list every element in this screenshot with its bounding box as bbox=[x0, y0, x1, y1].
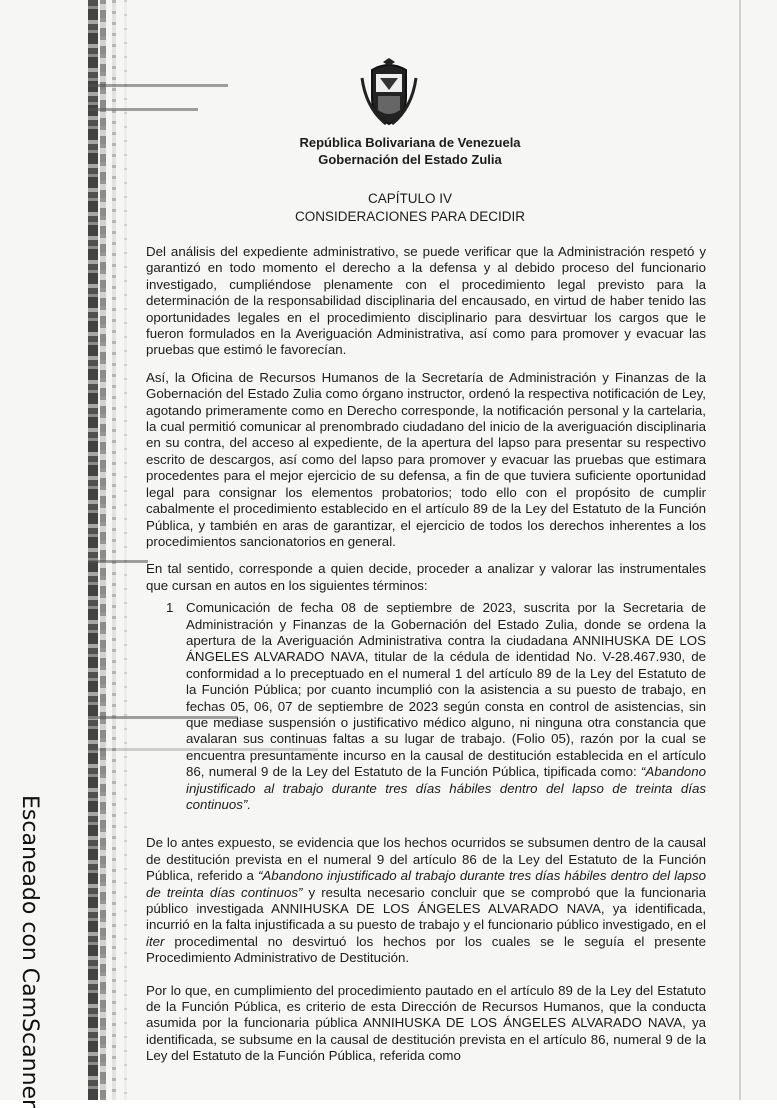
coat-of-arms-icon bbox=[358, 58, 420, 130]
paragraph-5: Por lo que, en cumplimiento del procedimiento pautado en el artículo 89 de la Ley del Estatuto de la Función Pública, es criterio de esta Dirección de Recursos Humanos, que la conducta asumida por la funcionaria pública ANNIHUSKA DE LOS ÁNGELES ALVARADO NAVA, ya identificada, se subsume en la causal de destitución prevista en el artículo 86, numeral 9 de la Ley del Estatuto de la Función Pública, referida como bbox=[146, 982, 706, 1064]
list-item-quote: “Abandono injustificado al trabajo durante tres días hábiles dentro del lapso de treinta días continuos”. bbox=[186, 764, 706, 812]
list-item-text bbox=[186, 600, 706, 813]
scan-streak bbox=[100, 0, 106, 1100]
scan-artifact bbox=[88, 84, 228, 87]
document-body bbox=[146, 244, 706, 1076]
list-item-number: 1 bbox=[166, 600, 174, 616]
list-item bbox=[146, 600, 706, 813]
camscanner-watermark: Escaneado con CamScanner bbox=[17, 795, 42, 1108]
letterhead-line2: Gobernación del Estado Zulia bbox=[318, 152, 502, 167]
chapter-heading bbox=[200, 190, 620, 226]
paragraph-4-c: y resulta necesario concluir que se comprobó que la funcionaria público investigada ANNIHUSKA DE LOS ÁNGELES ALVARADO NAVA, ya identificada, incurrió en la falta injustificada a su puesto de trabajo y el funcionario público investigado, en el bbox=[146, 884, 707, 933]
paragraph-4 bbox=[146, 835, 706, 966]
scan-artifact bbox=[88, 108, 198, 111]
paragraph-1: Del análisis del expediente administrativo, se puede verificar que la Administración respetó y garantizó en todo momento el derecho a la defensa y al debido proceso del funcionario investigado, cumpliéndose plenamente con el procedimiento legal previsto para la determinación de la responsabilidad disciplinaria del encausado, en virtud de haber tenido las oportunidades legales en el procedimiento disciplinario para desvirtuar los cargos que le fueron formulados en la Averiguación Administrativa, así como para promover y evacuar las pruebas que estimó le favorecían. bbox=[146, 244, 706, 358]
scan-streak bbox=[112, 0, 116, 1100]
scan-streak bbox=[739, 0, 741, 1100]
letterhead bbox=[200, 134, 620, 168]
paragraph-4-iter: iter bbox=[146, 933, 165, 949]
chapter-number: CAPÍTULO IV bbox=[367, 191, 453, 206]
scan-streak bbox=[88, 0, 98, 1100]
scan-artifact bbox=[88, 560, 148, 563]
paragraph-4-quote: “Abandono injustificado al trabajo durante tres días hábiles dentro del lapso de treinta días continuos” bbox=[146, 868, 706, 900]
letterhead-line1: República Bolivariana de Venezuela bbox=[299, 135, 521, 150]
scan-streak bbox=[124, 0, 127, 1100]
paragraph-4-e: procedimental no desvirtuó los hechos por los cuales se le seguía el presente Procedimiento Administrativo de Destitución. bbox=[146, 933, 706, 966]
chapter-title: CONSIDERACIONES PARA DECIDIR bbox=[294, 209, 526, 224]
paragraph-3: En tal sentido, corresponde a quien decide, proceder a analizar y valorar las instrumentales que cursan en autos en los siguientes términos: bbox=[146, 561, 706, 593]
paragraph-2: Así, la Oficina de Recursos Humanos de la Secretaría de Administración y Finanzas de la Gobernación del Estado Zulia como órgano instructor, ordenó la respectiva notificación de Ley, agotando primeramente como en Derecho corresponde, la notificación personal y la cartelaria, la cual permitió comunicar al prenombrado ciudadano del inicio de la averiguación disciplinaria en su contra, del acceso al expediente, de la apertura del lapso para presentar su respectivo escrito de descargos, así como del lapso para promover y evacuar las pruebas que estimara procedentes para el mejor ejercicio de su defensa, a fin de que tuviera suficiente oportunidad legal para consignar los elementos probatorios; todo ello con el propósito de cumplir cabalmente el procedimiento establecido en el artículo 89 de la Ley del Estatuto de la Función Pública, y también en aras de garantizar, el ejercicio de todos los derechos inherentes a los procedimientos sancionatorios en general. bbox=[146, 369, 706, 549]
list-item-body: Comunicación de fecha 08 de septiembre de 2023, suscrita por la Secretaria de Administración y Finanzas de la Gobernación del Estado Zulia, donde se ordena la apertura de la Averiguación Administrativa contra la ciudadana ANNIHUSKA DE LOS ÁNGELES ALVARADO NAVA, titular de la cédula de identidad No. V-28.467.930, de conformidad a lo preceptuado en el numeral 1 del artículo 89 de la Ley del Estatuto de la Función Pública; por cuanto incumplió con la asistencia a su puesto de trabajo, en fechas 05, 06, 07 de septiembre de 2023 según consta en control de asistencias, sin que mediase suspensión o justificativo médico alguno, ni ninguna otra constancia que avalaran sus continuas faltas a su lugar de trabajo. (Folio 05), razón por la cual se encuentra presuntamente incurso en la causal de destitución establecida en el artículo 86, numeral 9 de la Ley del Estatuto de la Función Pública, tipificada como: bbox=[186, 600, 706, 780]
paragraph-4-a: De lo antes expuesto, se evidencia que los hechos ocurridos se subsumen dentro de la causal de destitución prevista en el numeral 9 del artículo 86 de la Ley del Estatuto de la Función Pública, referido a bbox=[146, 835, 706, 884]
